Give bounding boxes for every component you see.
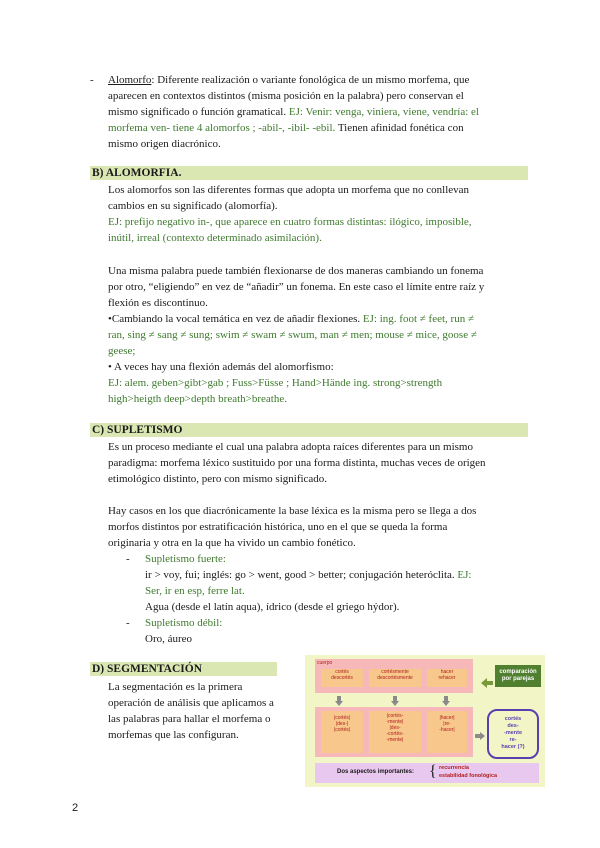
section-c-paragraph-1 <box>108 439 526 487</box>
example-text: EJ: <box>457 569 472 581</box>
section-d-paragraph <box>108 679 303 743</box>
example-text: Ser, ir en esp, ferre lat. <box>145 585 245 597</box>
diagram-word-box-3: hacer rehacer <box>427 669 467 687</box>
alomorfo-term: Alomorfo <box>108 74 152 86</box>
supletismo-debil-label: Supletismo débil: <box>145 617 223 629</box>
diagram-result-box: cortés des- -mente re- hacer (?) <box>487 709 539 759</box>
section-b-paragraph-2 <box>108 263 526 407</box>
text-line: Es un proceso mediante el cual una palabra adopta raíces diferentes para un mismo <box>108 441 473 453</box>
example-text: high>heigth deep>depth breath>breathe. <box>108 393 287 405</box>
text-line: flexión es discontinuo. <box>108 297 208 309</box>
bullet-dash: - <box>90 74 94 86</box>
supletismo-fuerte-examples <box>145 567 530 615</box>
text-line: •Cambiando la vocal temática en vez de añadir flexiones. <box>108 313 363 325</box>
diagram-brace: { <box>429 763 437 780</box>
text-line: por otro, “eligiendo” en vez de “añadir” un fonema. En este caso el límite entre raíz y <box>108 281 485 293</box>
text-line: ir > voy, fui; inglés: go > went, good > better; conjugación heteróclita. <box>145 569 458 581</box>
text-line: : Diferente realización o variante fonológica de un mismo morfema, que <box>151 74 470 86</box>
segmentation-diagram <box>305 655 545 787</box>
text-line: morfemas que las configuran. <box>108 729 239 741</box>
section-c-paragraph-2 <box>108 503 526 551</box>
diagram-word-box-1: cortés descortés <box>321 669 363 687</box>
example-text: geese; <box>108 345 136 357</box>
example-text: ran, sing ≠ sang ≠ sung; swim ≠ swam ≠ swum, man ≠ men; mouse ≠ mice, goose ≠ <box>108 329 477 341</box>
text-line: mismo significado o función gramatical. <box>108 106 289 118</box>
text-line: Tienen afinidad fonética con <box>335 122 464 134</box>
supletismo-debil-example: Oro, áureo <box>145 633 193 645</box>
example-text: EJ: Venir: venga, viniera, viene, vendría: el <box>288 106 479 118</box>
diagram-aspects-label: Dos aspectos importantes: <box>337 769 415 775</box>
bullet-dash: - <box>126 553 130 565</box>
diagram-right-arrow <box>475 729 485 745</box>
text-line: operación de análisis que aplicamos a <box>108 697 274 709</box>
diagram-segment-box-2: |cortés- -mente| |des- -cortés- -mente| <box>369 711 421 753</box>
text-line: paradigma: morfema léxico sustituido por una forma distinta, muchas veces de origen <box>108 457 486 469</box>
text-line: • A veces hay una flexión además del alomorfismo: <box>108 361 334 373</box>
diagram-aspect-2: estabilidad fonológica <box>439 773 498 779</box>
text-line: La segmentación es la primera <box>108 681 243 693</box>
alomorfo-definition <box>108 72 526 152</box>
supletismo-fuerte-label: Supletismo fuerte: <box>145 553 226 565</box>
text-line: originaria y otra en la que ha vivido un cambio fonético. <box>108 537 356 549</box>
text-line: Hay casos en los que diacrónicamente la base léxica es la misma pero se llega a dos <box>108 505 477 517</box>
section-b-paragraph-1 <box>108 182 526 246</box>
section-b-heading: B) ALOMORFIA. <box>90 166 528 180</box>
example-text: EJ: prefijo negativo in-, que aparece en cuatro formas distintas: ilógico, imposible, <box>108 216 472 228</box>
text-line: mismo origen diacrónico. <box>108 138 221 150</box>
text-line: Agua (desde el latín aqua), ídrico (desde el griego hýdor). <box>145 601 400 613</box>
example-text: inútil, irreal (contexto determinado asimilación). <box>108 232 322 244</box>
text-line: cambios en su significado (alomorfía). <box>108 200 278 212</box>
diagram-segment-box-3: |hacer| |re- -hacer| <box>427 711 467 753</box>
example-text: EJ: ing. foot ≠ feet, run ≠ <box>362 313 474 325</box>
bullet-dash: - <box>126 617 130 629</box>
diagram-word-box-2: cortésmente descortésmente <box>369 669 421 687</box>
diagram-segment-box-1: |cortés| |des-| |cortés| <box>321 711 363 753</box>
section-d-heading: D) SEGMENTACIÓN <box>90 662 277 676</box>
page-number: 2 <box>72 802 79 814</box>
text-line: aparecen en contextos distintos (misma posición en la palabra) pero conservan el <box>108 90 464 102</box>
diagram-compare-box: comparación por parejas <box>495 665 541 687</box>
text-line: Los alomorfos son las diferentes formas que adopta un morfema que no conllevan <box>108 184 470 196</box>
text-line: Una misma palabra puede también flexionarse de dos maneras cambiando un fonema <box>108 265 484 277</box>
diagram-arrow-left <box>481 671 491 679</box>
text-line: morfos distintos por estratificación histórica, uno en el que se queda la forma <box>108 521 448 533</box>
example-text: morfema ven- tiene 4 alomorfos ; -abil-, -ibil- -ebil. <box>108 122 336 134</box>
diagram-top-label: cuerpo <box>317 660 333 666</box>
diagram-aspect-1: recurrencia <box>439 765 469 771</box>
text-line: etimológico distinto, pero con mismo significado. <box>108 473 328 485</box>
section-c-heading: C) SUPLETISMO <box>90 423 528 437</box>
text-line: las palabras para hallar el morfema o <box>108 713 271 725</box>
example-text: EJ: alem. geben>gibt>gab ; Fuss>Füsse ; Hand>Hände ing. strong>strength <box>108 377 443 389</box>
